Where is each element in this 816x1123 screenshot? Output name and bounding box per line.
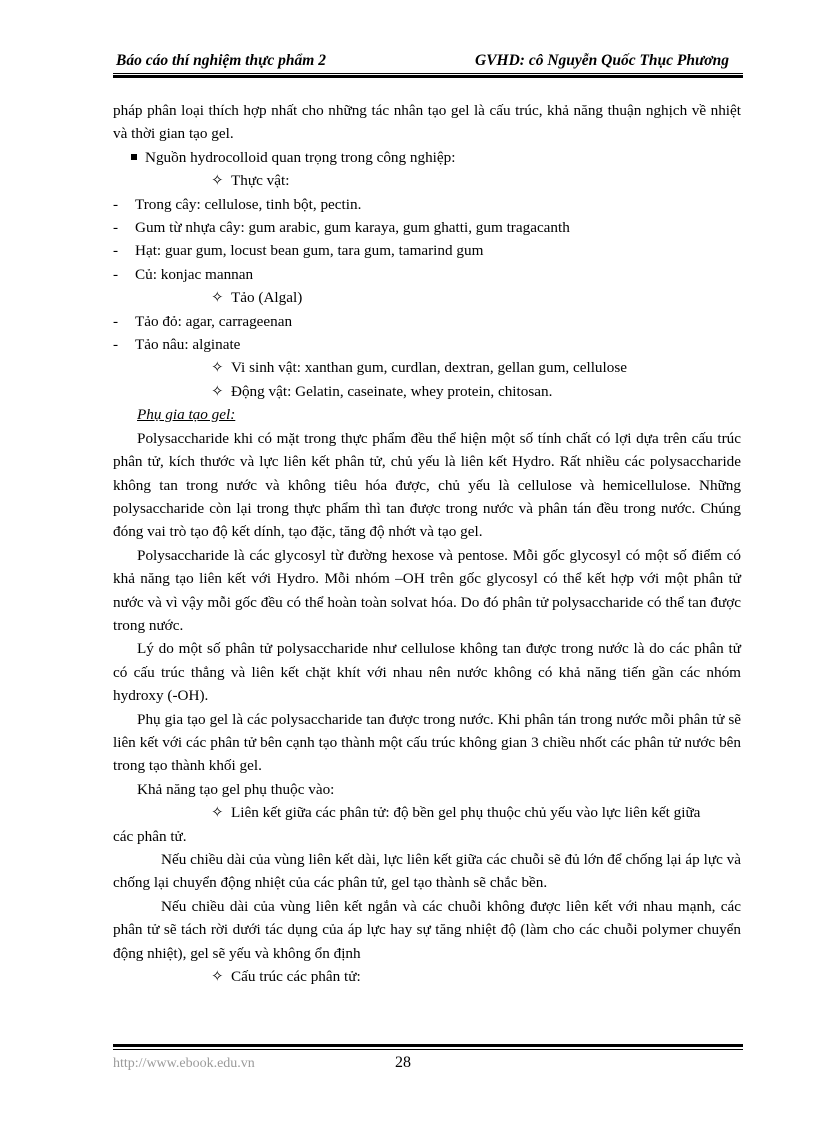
dash-marker: - (113, 195, 119, 213)
diamond-text: Động vật: Gelatin, caseinate, whey protein, chitosan. (231, 382, 553, 400)
diamond-text: Cấu trúc các phân tử: (231, 968, 361, 986)
paragraph-4: Phụ gia tạo gel là các polysaccharide tan được trong nước. Khi phân tán trong nước mỗi phân tử sẽ liên kết với các phân tử bên cạnh tạo thành một cấu trúc không gian 3 chiều nhốt các phân tử nước bên trong tạo thành khối gel. (113, 710, 741, 775)
paragraph-1: Polysaccharide khi có mặt trong thực phẩm đều thể hiện một số tính chất có lợi dựa trên cấu trúc phân tử, kích thước và lực liên kết phân tử, chủ yếu là liên kết Hydro. Rất nhiều các polysaccharide không tan trong nước và không tiêu hóa được, chủ yếu là cellulose và hemicellulose. Những polysaccharide còn lại trong thực phẩm thì tan được trong nước và phân tán đều trong nước. Chúng đóng vai trò tạo độ kết dính, tạo đặc, tăng độ nhớt và tạo gel. (113, 429, 741, 541)
diamond-item-structure (113, 965, 741, 988)
page-content (113, 99, 741, 988)
dash-text: Trong cây: cellulose, tinh bột, pectin. (135, 195, 362, 213)
diamond-text: Liên kết giữa các phân tử: độ bền gel phụ thuộc chủ yếu vào lực liên kết giữa (231, 804, 701, 822)
diamond-bullet-icon: ✧ (211, 804, 224, 822)
dash-marker: - (113, 265, 119, 283)
page-footer (113, 1054, 743, 1074)
diamond-bullet-icon: ✧ (211, 172, 224, 190)
page-header (113, 50, 743, 72)
header-rule-thick (113, 75, 743, 78)
diamond-text: Vi sinh vật: xanthan gum, curdlan, dextran, gellan gum, cellulose (231, 359, 627, 377)
paragraph-3: Lý do một số phân tử polysaccharide như cellulose không tan được trong nước là do các phân tử có cấu trúc thẳng và liên kết chặt khít với nhau nên nước không có khả năng tiến gần các nhóm hydroxy (-OH). (113, 640, 741, 705)
bullet-text: Nguồn hydrocolloid quan trọng trong công nghiệp: (145, 148, 456, 166)
diamond-bullet-icon: ✧ (211, 382, 224, 400)
diamond-item-microbes (113, 356, 741, 379)
dash-item (113, 216, 741, 239)
header-rule-thin (113, 73, 743, 74)
footer-rule-thin (113, 1049, 743, 1050)
dash-marker: - (113, 242, 119, 260)
diamond-item-animals (113, 380, 741, 403)
dash-item (113, 333, 741, 356)
diamond-bullet-icon: ✧ (211, 289, 224, 307)
dash-item (113, 310, 741, 333)
dash-marker: - (113, 336, 119, 354)
bullet-item-sources (113, 146, 741, 169)
page-number: 28 (395, 1054, 411, 1071)
diamond-item-algae (113, 286, 741, 309)
subheading-gel-additives: Phụ gia tạo gel: (137, 406, 236, 424)
dash-marker: - (113, 312, 119, 330)
footer-rule-thick (113, 1044, 743, 1047)
dash-text: Củ: konjac mannan (135, 265, 254, 283)
paragraph-6: Nếu chiều dài của vùng liên kết dài, lực liên kết giữa các chuỗi sẽ đủ lớn để chống lại áp lực và chống lại chuyển động nhiệt của các phân tử, gel tạo thành sẽ chắc bền. (113, 851, 741, 892)
paragraph-5: Khả năng tạo gel phụ thuộc vào: (137, 780, 335, 798)
dash-text: Tảo đỏ: agar, carrageenan (135, 312, 293, 330)
dash-marker: - (113, 219, 119, 237)
diamond-item-molecular-bonds (113, 801, 741, 848)
dash-text: Tảo nâu: alginate (135, 336, 241, 354)
square-bullet-icon (131, 154, 137, 160)
paragraph-intro: pháp phân loại thích hợp nhất cho những tác nhân tạo gel là cấu trúc, khả năng thuận nghịch về nhiệt và thời gian tạo gel. (113, 102, 741, 143)
dash-item (113, 239, 741, 262)
diamond-text: Tảo (Algal) (231, 289, 303, 307)
dash-item (113, 193, 741, 216)
diamond-text: Thực vật: (231, 172, 290, 190)
diamond-bullet-icon: ✧ (211, 968, 224, 986)
header-right-advisor: GVHD: cô Nguyễn Quốc Thục Phương (475, 52, 729, 69)
diamond-text-continued: các phân tử. (113, 827, 187, 845)
dash-text: Gum từ nhựa cây: gum arabic, gum karaya, gum ghatti, gum tragacanth (135, 219, 570, 237)
diamond-bullet-icon: ✧ (211, 359, 224, 377)
dash-text: Hạt: guar gum, locust bean gum, tara gum, tamarind gum (135, 242, 484, 260)
paragraph-7: Nếu chiều dài của vùng liên kết ngắn và các chuỗi không được liên kết với nhau mạnh, các phân tử sẽ tách rời dưới tác dụng của áp lực hay sự tăng nhiệt độ (làm cho các chuỗi polymer chuyển động nhiệt), gel sẽ yếu và không ổn định (113, 897, 741, 962)
paragraph-2: Polysaccharide là các glycosyl từ đường hexose và pentose. Mỗi gốc glycosyl có một số điểm có khả năng tạo liên kết với Hydro. Mỗi nhóm –OH trên gốc glycosyl có thể kết hợp với một phân tử nước và vì vậy mỗi gốc đều có thể hoàn toàn solvat hóa. Do đó phân tử polysaccharide có thể tan được trong nước. (113, 546, 741, 634)
footer-url-link[interactable]: http://www.ebook.edu.vn (113, 1056, 255, 1071)
header-left-title: Báo cáo thí nghiệm thực phẩm 2 (116, 52, 326, 69)
dash-item (113, 263, 741, 286)
diamond-item-plants (113, 169, 741, 192)
